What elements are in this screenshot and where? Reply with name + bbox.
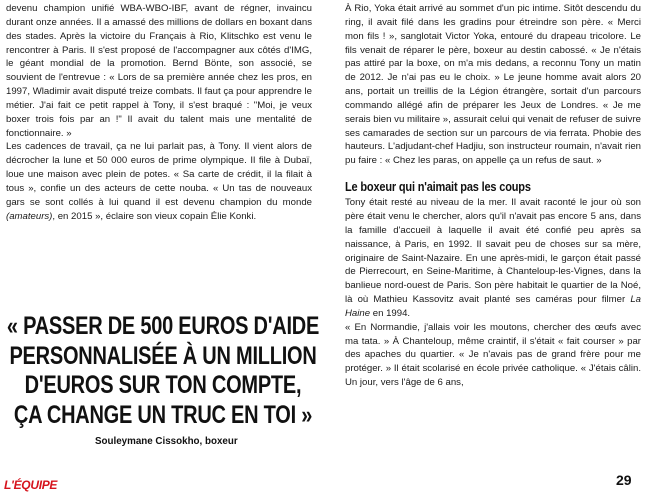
- right-article-column: [345, 2, 641, 390]
- right-paragraph-2-end: en 1994.: [370, 307, 411, 319]
- pull-quote-line-1: « PASSER DE 500 EUROS D'AIDE: [6, 312, 320, 340]
- right-paragraph-2: [345, 196, 641, 321]
- pull-quote-line-2: PERSONNALISÉE À UN MILLION: [9, 341, 317, 370]
- left-paragraph-1: devenu champion unifié WBA-WBO-IBF, avant de régner, invaincu durant onze années. Il a amassé des millions de dollars en boxant dans des stades. Après la victoire du Français à Rio, Klitschko est venu le rencontrer à Paris. Il s'est proposé de l'accompagner aux côtés d'IMG, le géant mondial de la promotion. Bernd Bönte, son associé, se souvient de l'entrevue : « Lors de sa première année chez les pros, en 1997, Wladimir avait disputé treize combats. Il faut ça pour apprendre le métier. J'ai fait ce petit rappel à Tony, il s'est braqué : "Moi, je veux boxer trois fois par an !" Il avait du talent mais une mentalité de fonctionnaire. »: [6, 3, 312, 139]
- left-article-column: [6, 2, 312, 224]
- right-paragraph-3: « En Normandie, j'allais voir les moutons, chercher des œufs avec ma tata. » À Chanteloup, même craintif, il s'était « fait courser » par des apaches du quartier. « Je n'avais pas de grand frère pour me protéger. » Il était scolarisé en école privée catholique. « J'étais câlin. Un jour, vers l'âge de 6 ans,: [345, 321, 641, 389]
- pull-quote-author: Souleymane Cissokho, boxeur: [95, 436, 238, 447]
- right-paragraph-2-text: Tony était resté au niveau de la mer. Il avait raconté le jour où son père était venu le chercher, alors qu'il n'avait pas encore 5 ans, dans la famille d'accueil à laquelle il avait été confié peu après sa naissance, à Paris, en 1992. Il savait peu de choses sur sa mère, originaire de Saint-Nazaire. En une après-midi, le garçon était passé de Pierrecourt, en Seine-Maritime, à Chanteloup-les-Vignes, dans la banlieue nord-ouest de Paris. Son père habitait le quartier de la Noé, là où Mathieu Kassovitz avait planté ses caméras pour filmer: [345, 197, 641, 306]
- left-paragraph-2: [6, 140, 312, 223]
- left-paragraph-2-emphasis: (amateurs): [6, 210, 53, 222]
- pull-quote-line-4: ÇA CHANGE UN TRUC EN TOI »: [13, 400, 313, 429]
- pull-quote: [0, 312, 325, 430]
- left-paragraph-2-end: , en 2015 », éclaire son vieux copain Élie Konki.: [52, 210, 257, 222]
- lequipe-logo: L'ÉQUIPE: [4, 478, 58, 492]
- right-paragraph-1: À Rio, Yoka était arrivé au sommet d'un pic intime. Sitôt descendu du ring, il avait filé dans les gradins pour étreindre son père. « Merci mon fils ! », sanglotait Victor Yoka, entouré du drapeau tricolore. Le fils venait de réparer le père, boxeur au destin cabossé. « Je n'étais pas attiré par la boxe, on m'a mis dedans, a reconnu Tony un matin de 2012. Je n'ai pas eu le choix. » Le jeune homme avait alors 20 ans, portait un treillis de la Légion étrangère, sortait d'un parcours commando allégé afin de préparer les Jeux de Londres. « Je me serais bien vu militaire », assurait celui qui venait de refuser de suivre ses camarades de section sur un parcours de via ferrata. Phobie des hauteurs. L'adjudant-chef Hadjiu, son instructeur roumain, n'avait rien pu faire : « Chez les paras, on appelle ça un refus de saut. »: [345, 3, 641, 167]
- pull-quote-line-3: D'EUROS SUR TON COMPTE,: [24, 371, 302, 400]
- page-number: 29: [616, 472, 632, 488]
- film-title: La Haine: [345, 294, 641, 319]
- left-paragraph-2-text: Les cadences de travail, ça ne lui parlait pas, à Tony. Il vient alors de décrocher la lune et 50 000 euros de prime olympique. Il file à Dubaï, loue une maison avec plein de potes. « Sa carte de crédit, il la filait à tous », confie un des acteurs de cette nouba. « Un tas de nouveaux gars se sont collés à lui quand il est devenu champion du monde: [6, 141, 312, 208]
- pull-quote-text: [3, 312, 323, 430]
- section-subheading: Le boxeur qui n'aimait pas les coups: [345, 180, 531, 195]
